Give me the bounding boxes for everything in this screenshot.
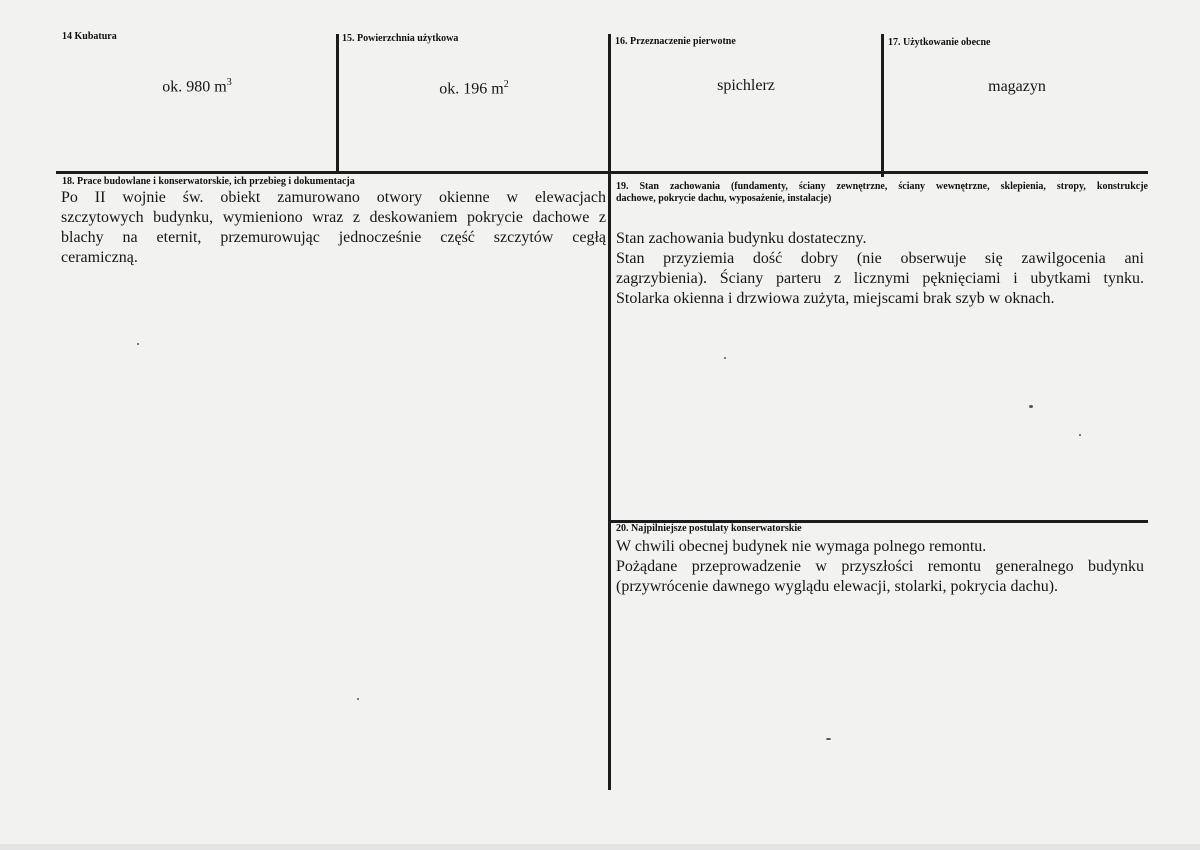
scan-speck xyxy=(1029,405,1033,408)
stan-text xyxy=(616,229,1144,309)
uzytkowanie-label: 17. Użytkowanie obecne xyxy=(888,37,991,48)
divider-vertical-3 xyxy=(881,34,884,177)
stan-label-line-1: 19. Stan zachowania (fundamenty, ściany zewnętrzne, ściany wewnętrzne, sklepienia, stropy, konstrukcje xyxy=(616,181,1148,192)
divider-vertical-1 xyxy=(336,34,339,172)
kubatura-exponent: 3 xyxy=(226,77,232,88)
page-edge xyxy=(0,844,1200,850)
scan-speck xyxy=(724,357,726,359)
powierzchnia-value xyxy=(340,79,608,98)
postulaty-text xyxy=(616,537,1144,597)
stan-line-1: Stan zachowania budynku dostateczny. xyxy=(616,230,867,247)
przeznaczenie-label: 16. Przeznaczenie pierwotne xyxy=(615,36,736,47)
powierzchnia-exponent: 2 xyxy=(503,79,509,90)
kubatura-value xyxy=(62,77,332,96)
stan-label-line-2: dachowe, pokrycie dachu, wyposażenie, instalacje) xyxy=(616,193,832,204)
postulaty-line-2: Pożądane przeprowadzenie w przyszłości remontu generalnego budynku xyxy=(616,558,1144,575)
przeznaczenie-value: spichlerz xyxy=(717,77,775,94)
scan-speck xyxy=(357,698,359,700)
postulaty-line-3: (przywrócenie dawnego wyglądu elewacji, stolarki, pokrycia dachu). xyxy=(616,578,1059,595)
divider-horizontal-top xyxy=(56,171,1148,174)
stan-line-4: Stolarka okienna i drzwiowa zużyta, miejscami brak szyb w oknach. xyxy=(616,290,1055,307)
kubatura-label: 14 Kubatura xyxy=(62,31,117,42)
kubatura-number: ok. 980 m xyxy=(162,78,227,96)
powierzchnia-label: 15. Powierzchnia użytkowa xyxy=(342,33,459,44)
scan-speck xyxy=(137,343,139,345)
scan-speck xyxy=(1079,434,1081,436)
uzytkowanie-value: magazyn xyxy=(988,78,1046,95)
prace-label: 18. Prace budowlane i konserwatorskie, ich przebieg i dokumentacja xyxy=(62,176,355,187)
prace-line-3: blachy na eternit, przemurowując jednocześnie część szczytów cegłą xyxy=(61,229,606,246)
powierzchnia-number: ok. 196 m xyxy=(439,80,504,98)
prace-line-4: ceramiczną. xyxy=(61,249,138,266)
prace-text xyxy=(61,188,606,268)
stan-label xyxy=(616,181,1148,205)
prace-line-1: Po II wojnie św. obiekt zamurowano otwory okienne w elewacjach xyxy=(61,189,606,206)
postulaty-line-1: W chwili obecnej budynek nie wymaga polnego remontu. xyxy=(616,538,987,555)
divider-vertical-2 xyxy=(608,34,611,790)
stan-line-2: Stan przyziemia dość dobry (nie obserwuje się zawilgocenia ani xyxy=(616,250,1144,267)
stan-line-3: zagrzybienia). Ściany parteru z licznymi pęknięciami i ubytkami tynku. xyxy=(616,270,1144,287)
postulaty-label: 20. Najpilniejsze postulaty konserwatorskie xyxy=(616,523,802,534)
scan-speck xyxy=(826,738,831,740)
prace-line-2: szczytowych budynku, wymieniono wraz z deskowaniem pokrycie dachowe z xyxy=(61,209,606,226)
